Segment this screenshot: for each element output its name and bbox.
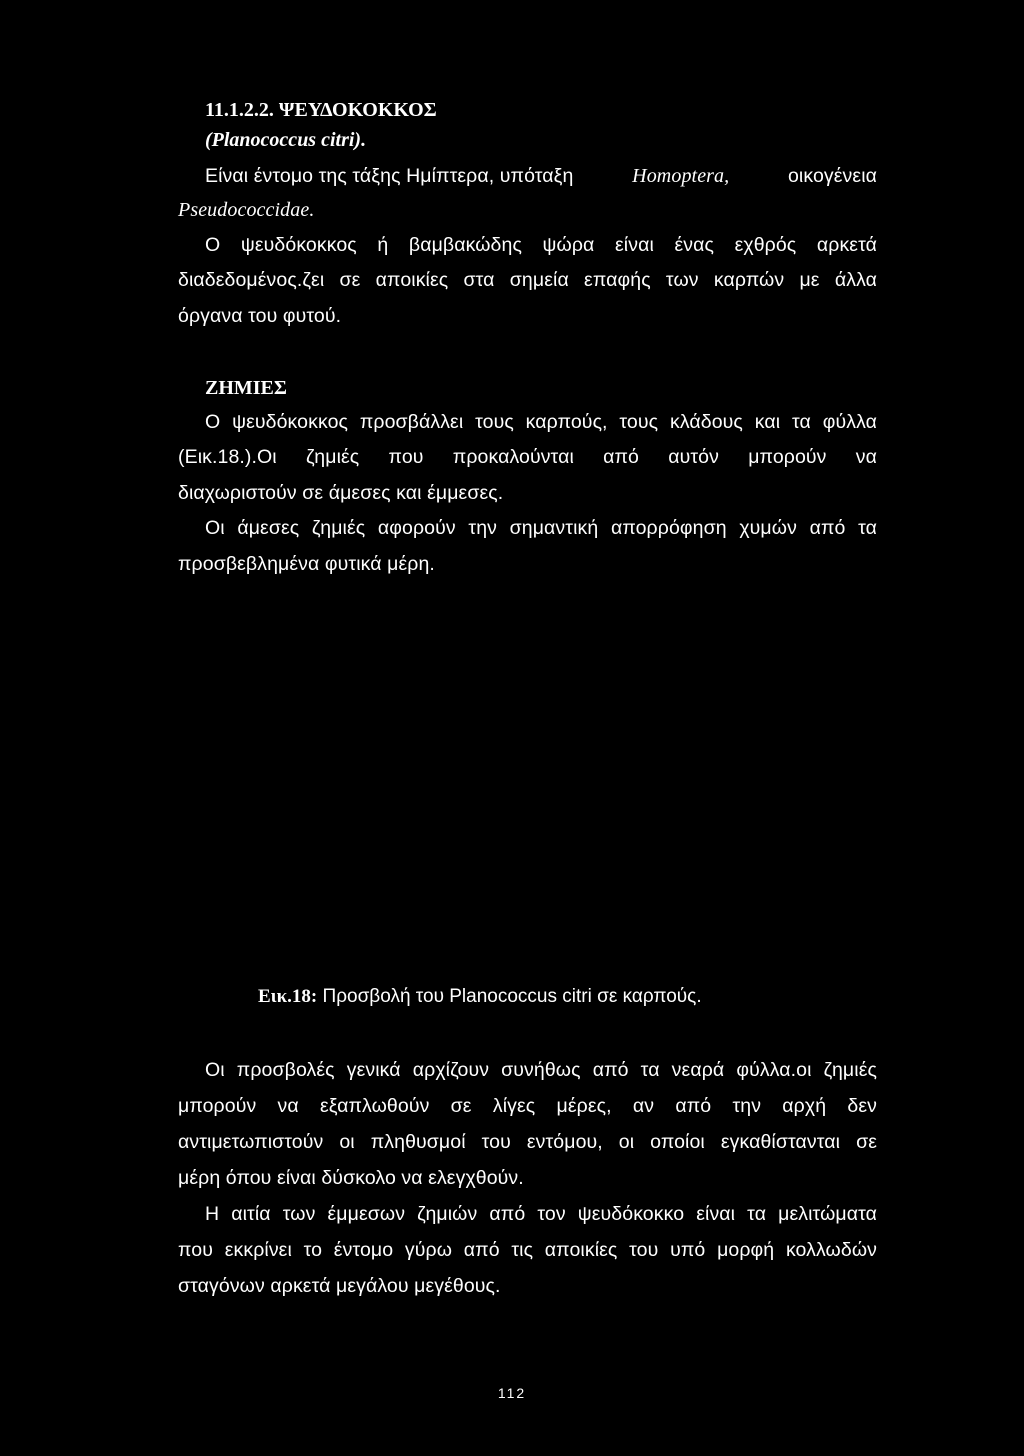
damages-line-4: Οι άμεσες ζημιές αφορούν την σημαντική απορρόφηση χυμών από τα (205, 517, 877, 539)
latin-name: (Planococcus citri). (205, 129, 367, 151)
body2-line-1: Οι προσβολές γενικά αρχίζουν συνήθως από τα νεαρά φύλλα.οι ζημιές (205, 1059, 877, 1081)
damages-line-1: Ο ψευδόκοκκος προσβάλλει τους καρπούς, τους κλάδους και τα φύλλα (205, 411, 877, 433)
para2-line-1: Ο ψευδόκοκκος ή βαμβακώδης ψώρα είναι ένας εχθρός αρκετά (205, 234, 877, 256)
suborder-name: Homoptera, (632, 165, 730, 187)
figure-caption (258, 985, 702, 1009)
body2-line-2: μπορούν να εξαπλωθούν σε λίγες μέρες, αν από την αρχή δεν (178, 1095, 877, 1117)
body2-line-5: Η αιτία των έμμεσων ζημιών από τον ψευδόκοκκο είναι τα μελιτώματα (205, 1203, 877, 1225)
section-title: 11.1.2.2. ΨΕΥΔΟΚΟΚΚΟΣ (205, 99, 437, 121)
para2-line-2: διαδεδομένος.ζει σε αποικίες στα σημεία επαφής των καρπών με άλλα (178, 269, 877, 291)
figure-caption-text: Προσβολή του Planococcus citri σε καρπούς. (322, 986, 702, 1007)
damages-heading: ΖΗΜΙΕΣ (205, 377, 287, 399)
damages-line-3: διαχωριστούν σε άμεσες και έμμεσες. (178, 482, 504, 504)
intro-line-1-start: Είναι έντομο της τάξης Ημίπτερα, υπόταξη (205, 165, 574, 187)
page-number: 112 (497, 1385, 527, 1401)
body2-line-3: αντιμετωπιστούν οι πληθυσμοί του εντόμου, οι οποίοι εγκαθίστανται σε (178, 1131, 877, 1153)
body2-line-4: μέρη όπου είναι δύσκολο να ελεγχθούν. (178, 1167, 524, 1189)
body2-line-7: σταγόνων αρκετά μεγάλου μεγέθους. (178, 1275, 501, 1297)
intro-line-1 (205, 164, 877, 188)
figure-image (178, 600, 878, 970)
damages-line-5: προσβεβλημένα φυτικά μέρη. (178, 553, 435, 575)
body2-line-6: που εκκρίνει το έντομο γύρω από τις αποικίες του υπό μορφή κολλωδών (178, 1239, 877, 1261)
para2-line-3: όργανα του φυτού. (178, 305, 342, 327)
intro-line-1-end: οικογένεια (787, 165, 877, 187)
family-name: Pseudococcidae. (178, 199, 315, 221)
figure-label: Εικ.18: (258, 986, 318, 1007)
damages-line-2: (Εικ.18.).Οι ζημιές που προκαλούνται από αυτόν μπορούν να (178, 446, 877, 468)
